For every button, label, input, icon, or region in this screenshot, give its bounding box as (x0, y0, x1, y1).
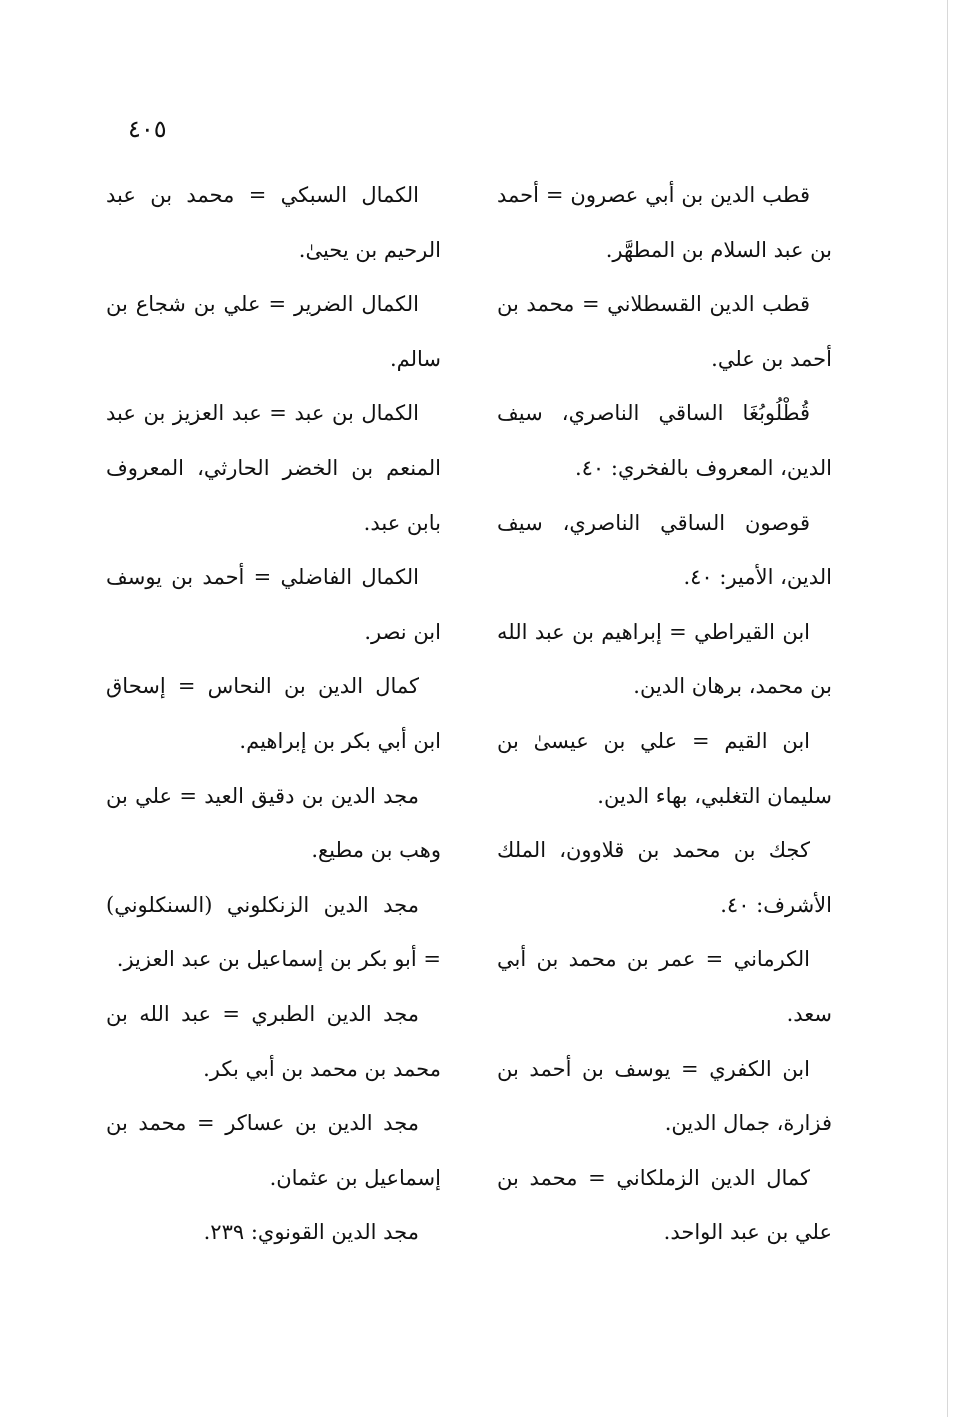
index-entry: قوصون الساقي الناصري، سيف الدين، الأمير: ٤٠. (497, 510, 832, 590)
index-entry: مجد الدين القونوي: ٢٣٩. (203, 1220, 419, 1245)
index-entry: مجد الدين الزنكلوني (السنكلوني) = أبو بكر بن إسماعيل بن عبد العزيز. (106, 892, 441, 972)
index-entry: كمال الدين بن النحاس = إسحاق ابن أبي بكر بن إبراهيم. (106, 674, 441, 753)
index-entry: قطب الدين بن أبي عصرون = أحمد بن عبد السلام بن المطهَّر. (497, 183, 832, 262)
index-entry: كمال الدين الزملكاني = محمد بن علي بن عبد الواحد. (497, 1165, 832, 1245)
index-column-right (497, 168, 832, 1260)
index-entry: ابن القيراطي = إبراهيم بن عبد الله بن محمد، برهان الدين. (497, 619, 832, 699)
index-entry: ابن القيم = علي بن عيسىٰ بن سليمان التغلبي، بهاء الدين. (497, 728, 832, 808)
index-entry: قُطْلُوبُغَا الساقي الناصري، سيف الدين، المعروف بالفخري: ٤٠. (497, 401, 832, 480)
index-entry: مجد الدين بن عساكر = محمد بن إسماعيل بن عثمان. (106, 1111, 441, 1190)
index-entry: الكمال بن عبد = عبد العزيز بن عبد المنعم بن الخضر الحارثي، المعروف بابن عبد. (106, 401, 441, 535)
page-number: ٤٠٥ (128, 115, 167, 143)
index-entry: كجك بن محمد بن قلاوون، الملك الأشرف: ٤٠. (497, 838, 832, 917)
index-entry: مجد الدين الطبري = عبد الله بن محمد بن محمد بن أبي بكر. (106, 1001, 441, 1081)
index-entry: مجد الدين بن دقيق العيد = علي بن وهب بن مطيع. (106, 783, 441, 863)
index-entry: الكمال الفاضلي = أحمد بن يوسف ابن نصر. (106, 565, 441, 644)
index-entry: ابن الكفري = يوسف بن أحمد بن فزارة، جمال الدين. (497, 1056, 832, 1136)
index-entry: الكمال الضرير = علي بن شجاع بن سالم. (106, 292, 441, 371)
index-entry: الكمال السبكي = محمد بن عبد الرحيم بن يحيىٰ. (106, 183, 441, 262)
index-entry: الكرماني = عمر بن محمد بن أبي سعد. (497, 947, 832, 1026)
index-entry: قطب الدين القسطلاني = محمد بن أحمد بن علي. (497, 292, 832, 371)
index-column-left (106, 168, 441, 1260)
page-edge (947, 0, 948, 1417)
